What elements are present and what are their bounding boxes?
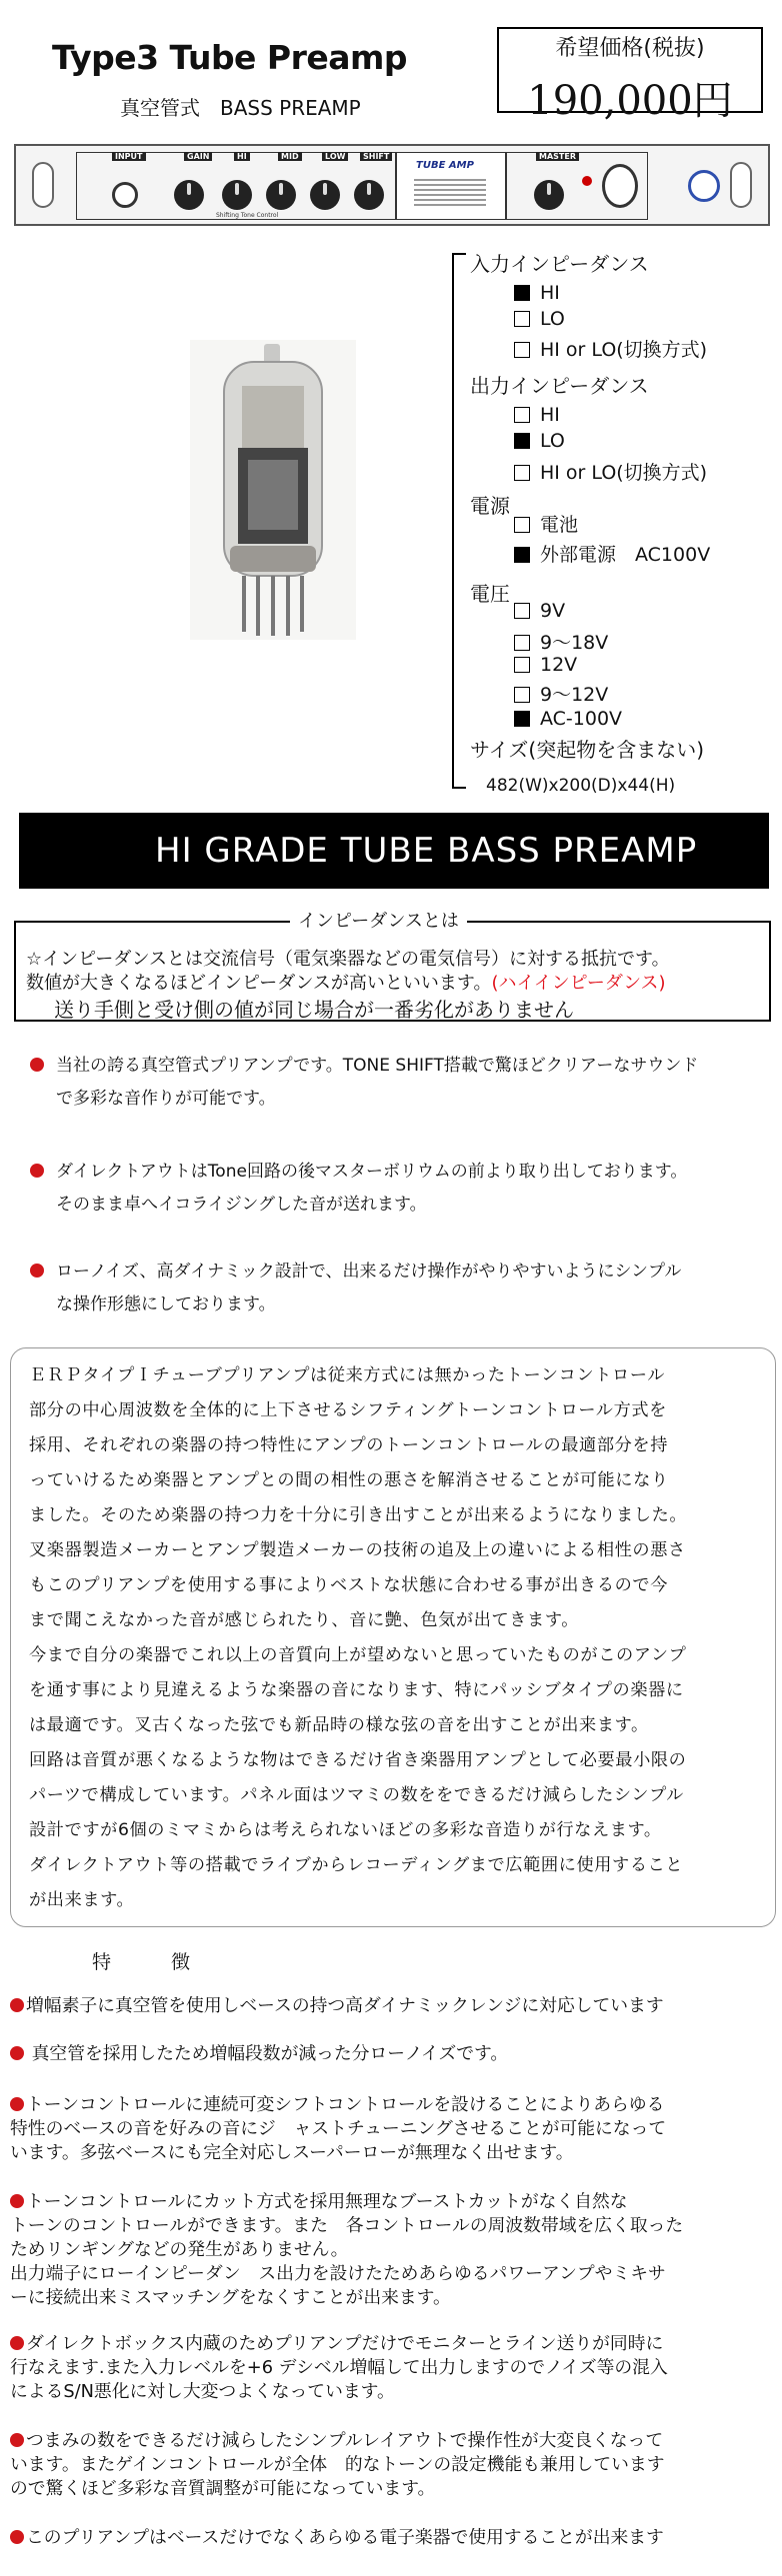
product-subtitle: 真空管式 BASS PREAMP [120,96,361,120]
rack-logo: TUBE AMP [416,160,474,171]
description-line: が出来ます。 [29,1890,135,1910]
bullet-icon [10,2046,24,2060]
impedance-note-title: インピーダンスとは [290,907,467,933]
rack-label-hi: HI [234,152,250,161]
checkbox-empty-icon [514,635,530,651]
spec-option: 外部電源 AC100V [514,540,710,567]
gain-knob-icon [174,180,204,210]
description-line: 採用、それぞれの楽器の持つ特性にアンプのトーンコントロールの最適部分を持 [29,1435,668,1455]
rack-mount-slot-icon [730,162,752,208]
spec-option: 9～12V [514,680,608,707]
rack-label-low: LOW [322,152,348,161]
shift-knob-icon [354,180,384,210]
features-heading: 特徴 [92,1951,251,1973]
description-line: ダイレクトアウト等の搭載でライブからレコーディングまで広範囲に使用すること [29,1855,684,1875]
description-line: まで聞こえなかった音が感じられたり、音に艶、色気が出てきます。 [29,1610,580,1630]
spec-bracket [452,253,454,788]
checkbox-empty-icon [514,311,530,327]
bullet-icon [30,1058,44,1072]
spec-option: HI [514,404,560,426]
spec-power-heading: 電源 [470,494,510,518]
spec-size-value: 482(W)x200(D)x44(H) [486,776,676,796]
rack-label-gain: GAIN [184,152,212,161]
spec-option: HI or LO(切換方式) [514,458,707,485]
rack-label-shift: SHIFT [360,152,392,161]
description-line: 回路は音質が悪くなるような物はできるだけ省き楽器用アンプとして必要最小限の [29,1750,687,1770]
feature-item: トーンコントロールに連続可変シフトコントロールを設けることによりあらゆる 特性のベースの音を好みの音にジ ャストチューニングさせることが可能になって います。多弦ベースにも完全対応しスーパーローが無理なく出せます。 [10,2094,667,2163]
spec-bracket-bottom [452,787,466,789]
xlr-output-icon [602,164,638,208]
checkbox-checked-icon [514,433,530,449]
checkbox-empty-icon [514,465,530,481]
bullet-icon [10,2097,24,2111]
spec-option: LO [514,430,565,452]
rack-mount-slot-icon [32,162,54,208]
mid-knob-icon [266,180,296,210]
description-line: 叉楽器製造メーカーとアンプ製造メーカーの技術の追及上の違いによる相性の悪さ [29,1540,686,1560]
bullet-icon [10,1998,24,2012]
checkbox-empty-icon [514,687,530,703]
spec-option: HI or LO(切換方式) [514,335,707,362]
bullet-icon [30,1164,44,1178]
impedance-line-2: 数値が大きくなるほどインピーダンスが高いといいます。(ハイインピーダンス) [26,973,666,994]
rack-label-master: MASTER [536,152,579,161]
impedance-line-3: 送り手側と受け側の値が同じ場合が一番劣化がありません [54,998,574,1022]
spec-output-heading: 出力インピーダンス [470,374,649,398]
checkbox-checked-icon [514,547,530,563]
price-label: 希望価格(税抜) [555,36,705,61]
description-line: もこのプリアンプを使用する事によりベストな状態に合わせる事が出きるので今 [29,1575,668,1595]
checkbox-checked-icon [514,711,530,727]
checkbox-empty-icon [514,517,530,533]
spec-option: HI [514,282,560,304]
bullet-icon [10,2530,24,2544]
spec-voltage-heading: 電圧 [470,582,510,606]
rack-panel-image [14,144,770,226]
rack-label-input: INPUT [112,152,146,161]
feature-item: ダイレクトボックス内蔵のためプリアンプだけでモニターとライン送りが同時に 行なえます.また入力レベルを+6 デシベル増幅して出力しますのでノイズ等の混入 によるS/N悪化に対し大変つよくなっています。 [10,2333,668,2402]
price-value: 190,000円 [527,78,733,124]
vacuum-tube-image [190,340,356,640]
description-line: 設計ですが6個のミマミからは考えられないほどの多彩な音造りが行なえます。 [29,1820,662,1840]
bullet-icon [30,1264,44,1278]
power-lamp-icon [582,176,592,186]
checkbox-checked-icon [514,285,530,301]
spec-option: 12V [514,654,577,676]
feature-item: トーンコントロールにカット方式を採用無理なブーストカットがなく自然な トーンのコントロールができます。また 各コントロールの周波数帯域を広く取った ためリンギングなどの発生がありません。 出力端子にローインピーダン ス出力を設けたためあらゆるパワーアンプやミキサ ーに接続出来ミスマッチングをなくすことが出来ます。 [10,2191,684,2308]
bullet-icon [10,2194,24,2208]
description-line: ＥＲＰタイプＩチューブプリアンプは従来方式には無かったトーンコントロール [29,1365,666,1385]
low-knob-icon [310,180,340,210]
feature-item: 真空管を採用したため増幅段数が減った分ローノイズです。 [10,2042,775,2066]
spec-option: 9V [514,600,565,622]
bullet-icon [10,2336,24,2350]
input-jack-icon [112,182,138,208]
spec-option: 電池 [514,510,578,537]
description-line: 今まで自分の楽器でこれ以上の音質向上が望めないと思っていたものがこのアンプ [29,1645,687,1665]
price-box [497,27,763,124]
feature-item: つまみの数をできるだけ減らしたシンプルレイアウトで操作性が大変良くなって います。またゲインコントロールが全体 的なトーンの設定機能も兼用しています ので驚くほど多彩な音質調整が可能になっています。 [10,2430,665,2499]
description-box [10,1347,776,1927]
list-item: ローノイズ、高ダイナミック設計で、出来るだけ操作がやりやすいようにシンプル な操作形態にしております。 [30,1256,770,1321]
checkbox-empty-icon [514,657,530,673]
spec-option: LO [514,308,565,330]
list-item: 当社の誇る真空管式プリアンプです。TONE SHIFT搭載で驚ほどクリアーなサウンド で多彩な音作りが可能です。 [30,1050,770,1116]
logo-text-block [414,178,486,206]
spec-option: AC-100V [514,708,622,730]
checkbox-empty-icon [514,342,530,358]
rack-caption: Shifting Tone Control [216,212,279,219]
checkbox-empty-icon [514,603,530,619]
spec-input-heading: 入力インピーダンス [470,252,649,276]
impedance-note-box [14,921,771,1022]
checkbox-empty-icon [514,407,530,423]
spec-size-heading: サイズ(突起物を含まない) [470,738,705,762]
spec-bracket-top [452,253,466,255]
impedance-line-1: ☆インピーダンスとは交流信号（電気楽器などの電気信号）に対する抵抗です。 [26,949,670,970]
description-line: パーツで構成しています。パネル面はツマミの数ををできるだけ減らしたシンプル [29,1785,684,1805]
hi-knob-icon [222,180,252,210]
description-line: っていけるため楽器とアンプとの間の相性の悪さを解消させることが可能になり [29,1470,669,1490]
power-switch-icon [688,170,720,202]
description-line: ました。そのため楽器の持つ力を十分に引き出すことが出来るようになりました。 [29,1505,688,1525]
description-line: を通す事により見違えるような楽器の音になります、特にパッシブタイプの楽器に [29,1680,684,1700]
description-line: 部分の中心周波数を全体的に上下させるシフティングトーンコントロール方式を [29,1400,667,1420]
list-item: ダイレクトアウトはTone回路の後マスターボリウムの前より取り出しております。 そのまま卓へイコライジングした音が送れます。 [30,1156,770,1222]
grade-banner: HI GRADE TUBE BASS PREAMP [19,813,769,889]
product-title: Type3 Tube Preamp [52,38,408,77]
description-line: は最適です。叉古くなった弦でも新品時の様な弦の音を出すことが出来ます。 [29,1715,649,1735]
spec-option: 9～18V [514,628,608,655]
rack-label-mid: MID [278,152,302,161]
feature-item: 増幅素子に真空管を使用しベースの持つ高ダイナミックレンジに対応しています [10,1994,775,2018]
feature-item: このプリアンプはベースだけでなくあらゆる電子楽器で使用することが出来ます [10,2526,775,2550]
bullet-icon [10,2433,24,2447]
master-knob-icon [534,180,564,210]
